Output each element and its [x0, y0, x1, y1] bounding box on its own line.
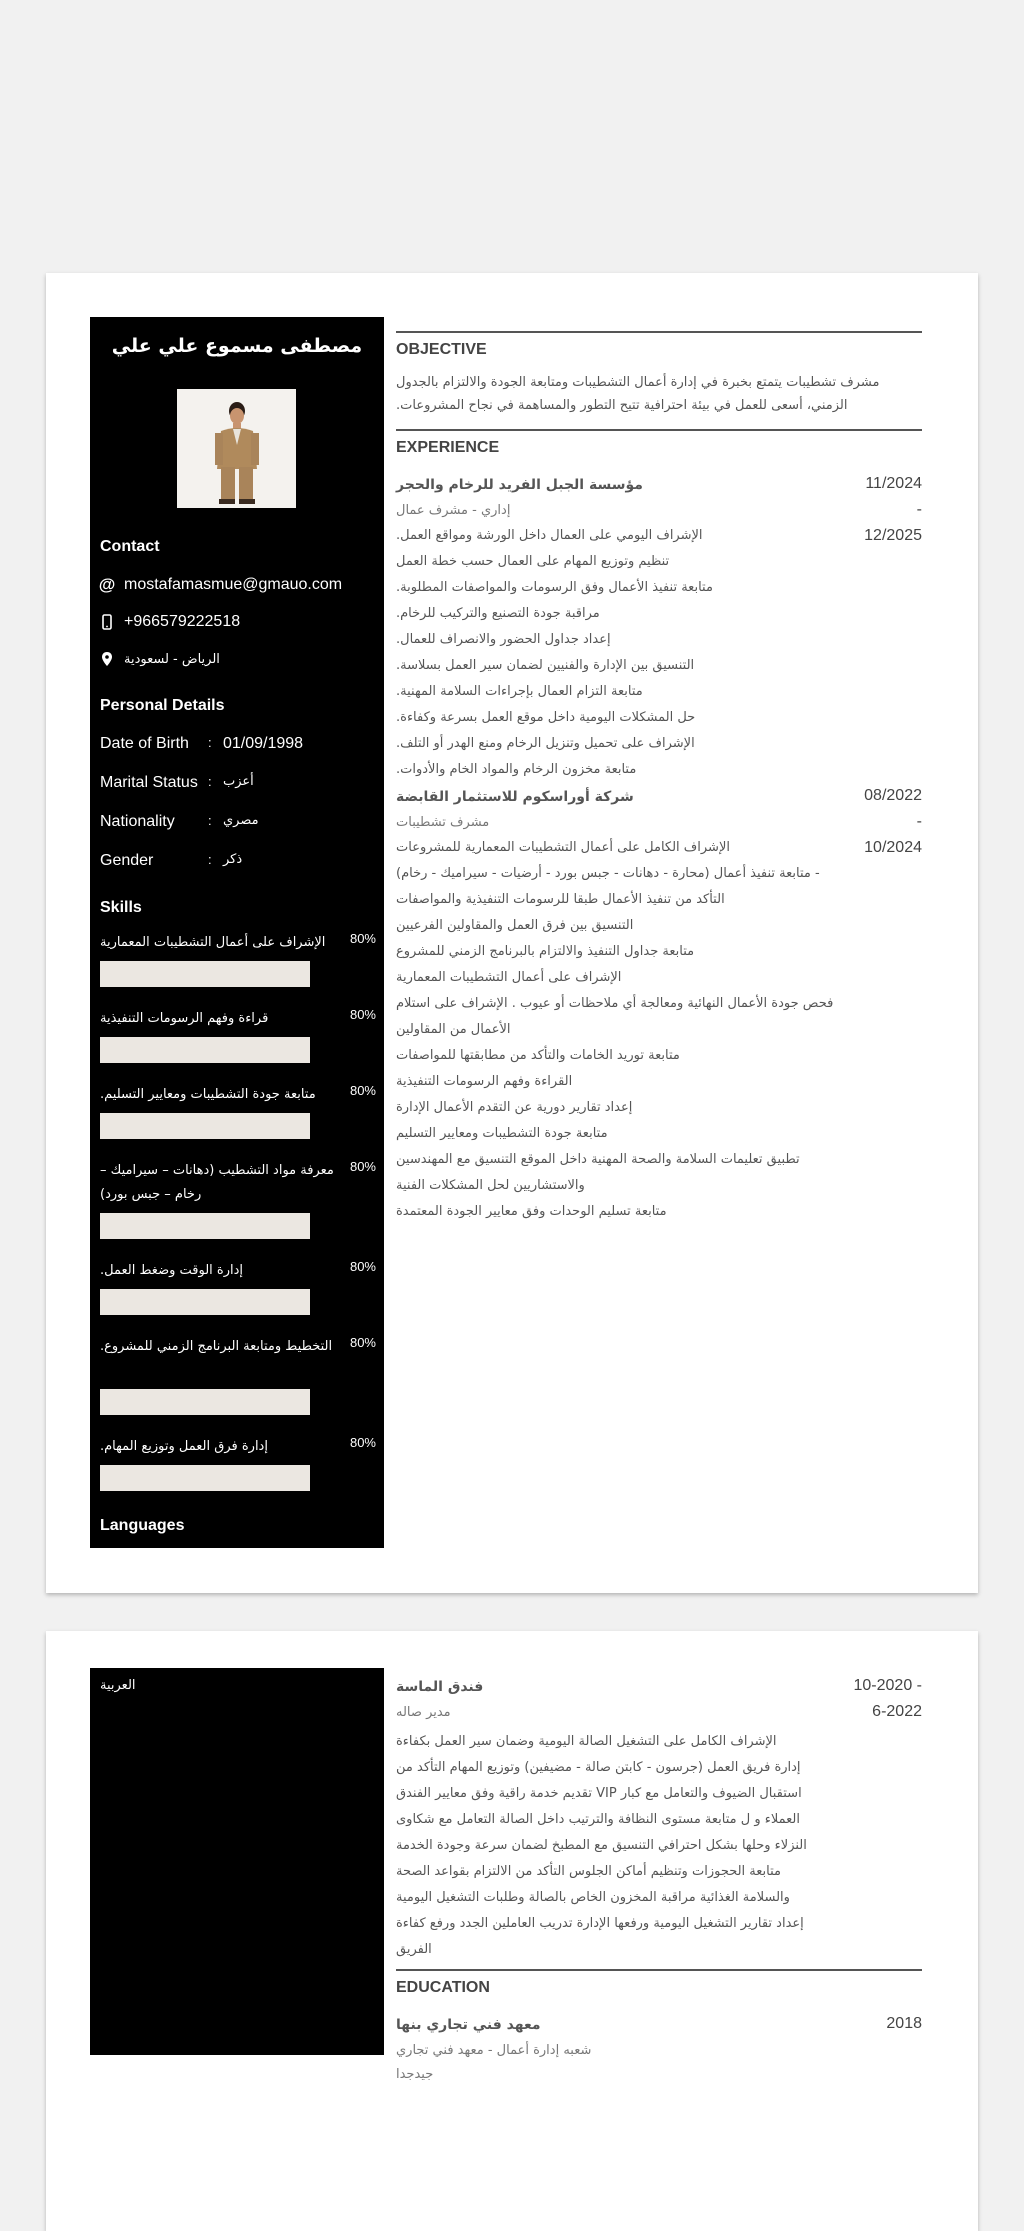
language-item: العربية	[100, 1678, 136, 1693]
marital-label: Marital Status	[100, 774, 198, 791]
duty-item: متابعة تسليم الوحدات وفق معايير الجودة المعتمدة	[396, 1204, 667, 1219]
job-date-start: 10-2020 -	[853, 1677, 922, 1694]
skill-bar	[100, 1113, 310, 1139]
duty-item: مراقبة جودة التصنيع والتركيب للرخام.	[396, 606, 600, 621]
contact-title: Contact	[100, 538, 160, 555]
colon: :	[208, 852, 212, 867]
person-photo-icon	[177, 389, 296, 508]
duty-item: النزلاء وحلها بشكل احترافي التنسيق مع المطبخ لضمان سرعة وجودة الخدمة	[396, 1838, 807, 1853]
skill-percent: 80%	[349, 1435, 376, 1450]
skill-percent: 80%	[349, 1159, 376, 1174]
skill-name: إدارة فرق العمل وتوزيع المهام.	[100, 1439, 268, 1454]
contact-location	[100, 651, 376, 667]
duty-item: حل المشكلات اليومية داخل موقع العمل بسرعة وكفاءة.	[396, 710, 696, 725]
job-company: مؤسسة الجبل الفريد للرخام والحجر	[396, 477, 643, 493]
duty-item: الإشراف اليومي على العمال داخل الورشة ومواقع العمل.	[396, 528, 703, 543]
duty-item: التأكد من تنفيذ الأعمال طبقا للرسومات التنفيذية والمواصفات	[396, 892, 725, 907]
location-pin-icon	[100, 651, 114, 667]
dob-value: 01/09/1998	[223, 735, 304, 752]
contact-phone[interactable]	[100, 613, 376, 631]
duty-item: تطبيق تعليمات السلامة والصحة المهنية داخل الموقع التنسيق مع المهندسين والاستشاريين لحل المشكلات الفنية	[396, 1152, 800, 1193]
skill-bar	[100, 1465, 310, 1491]
job-company: فندق الماسة	[396, 1679, 484, 1695]
duty-item: متابعة جداول التنفيذ والالتزام بالبرنامج الزمني للمشروع	[396, 944, 695, 959]
skill-percent: 80%	[349, 1007, 376, 1022]
skill-bar-fill	[100, 1037, 268, 1063]
nationality-label: Nationality	[100, 813, 175, 830]
duty-item: متابعة التزام العمال بإجراءات السلامة المهنية.	[396, 684, 643, 699]
education-year: 2018	[886, 2015, 922, 2032]
job-date-sep: -	[916, 813, 922, 830]
duty-item: استقبال الضيوف والتعامل مع كبار VIP تقديم خدمة راقية وفق معايير الفندق	[396, 1786, 802, 1801]
dob-label: Date of Birth	[100, 735, 189, 752]
skill-bar-fill	[100, 1289, 268, 1315]
skill-name: معرفة مواد التشطيب (دهانات – سيراميك – رخام – جبس بورد)	[100, 1163, 334, 1202]
job-date-sep: -	[916, 501, 922, 518]
skill-bar-fill	[100, 1213, 268, 1239]
job-duties	[396, 523, 846, 783]
skill-item	[100, 931, 376, 991]
skill-percent: 80%	[349, 1335, 376, 1350]
duty-item: التنسيق بين فرق العمل والمقاولين الفرعيين	[396, 918, 634, 933]
skill-bar	[100, 1389, 310, 1415]
personal-row-gender	[100, 852, 376, 876]
job-date-start: 11/2024	[865, 475, 922, 492]
gender-label: Gender	[100, 852, 154, 869]
duty-item: العملاء و ل متابعة مستوى النظافة والترتيب داخل الصالة التعامل مع شكاوى	[396, 1812, 800, 1827]
skill-item	[100, 1007, 376, 1067]
skill-percent: 80%	[349, 1259, 376, 1274]
gender-value: ذكر	[223, 852, 243, 867]
job-date-end: 10/2024	[864, 839, 922, 856]
duty-item: - متابعة تنفيذ أعمال (محارة - دهانات - جبس بورد - أرضيات - سيراميك - رخام)	[396, 866, 820, 881]
skill-bar-fill	[100, 1465, 268, 1491]
skill-item	[100, 1159, 376, 1245]
personal-row-dob	[100, 735, 376, 759]
skill-item	[100, 1083, 376, 1143]
skill-bar-fill	[100, 961, 268, 987]
resume-page-1	[46, 273, 978, 1593]
job-role: إداري - مشرف عمال	[396, 503, 511, 518]
location-text: الرياض - لسعودية	[124, 651, 220, 667]
duty-item: الإشراف الكامل على أعمال التشطيبات المعمارية للمشروعات	[396, 840, 730, 855]
duty-item: الإشراف على تحميل وتنزيل الرخام ومنع الهدر أو التلف.	[396, 736, 695, 751]
duty-item: تنظيم وتوزيع المهام على العمال حسب خطة العمل	[396, 554, 670, 569]
mobile-phone-icon	[100, 614, 114, 630]
education-title: EDUCATION	[396, 1969, 922, 1997]
sidebar	[90, 1668, 384, 2055]
education-grade: جيدجدا	[396, 2067, 434, 2082]
skill-item	[100, 1335, 376, 1421]
duty-item: القراءة وفهم الرسومات التنفيذية	[396, 1074, 573, 1089]
duty-item: متابعة توريد الخامات والتأكد من مطابقتها للمواصفات	[396, 1048, 680, 1063]
job-date-end: 12/2025	[864, 527, 922, 544]
duty-item: إعداد جداول الحضور والانصراف للعمال.	[396, 632, 611, 647]
phone-text: +966579222518	[124, 613, 241, 630]
main-column	[396, 331, 922, 1531]
personal-row-nationality	[100, 813, 376, 837]
duty-item: متابعة مخزون الرخام والمواد الخام والأدوات.	[396, 762, 637, 777]
skill-name: إدارة الوقت وضغط العمل.	[100, 1263, 244, 1278]
personal-details-title: Personal Details	[100, 697, 225, 714]
colon: :	[208, 774, 212, 789]
duty-item: إعداد تقارير دورية عن التقدم الأعمال الإدارة	[396, 1100, 633, 1115]
duty-item: الفريق	[396, 1942, 432, 1957]
contact-email[interactable]	[100, 575, 376, 595]
colon: :	[208, 813, 212, 828]
skill-bar	[100, 1213, 310, 1239]
skill-bar-fill	[100, 1389, 268, 1415]
duty-item: والسلامة الغذائية مراقبة المخزون الخاص بالصالة وطلبات التشغيل اليومية	[396, 1890, 790, 1905]
duty-item: إعداد تقارير التشغيل اليومية ورفعها الإدارة تدريب العاملين الجدد ورفع كفاءة	[396, 1916, 804, 1931]
colon: :	[208, 735, 212, 750]
skill-item	[100, 1259, 376, 1319]
skill-bar	[100, 961, 310, 987]
experience-title: EXPERIENCE	[396, 429, 922, 457]
duty-item: فحص جودة الأعمال النهائية ومعالجة أي ملاحظات أو عيوب . الإشراف على استلام الأعمال من المقاولين	[396, 996, 834, 1037]
skill-item	[100, 1435, 376, 1495]
skill-name: متابعة جودة التشطيبات ومعايير التسليم.	[100, 1087, 316, 1102]
skill-name: قراءة وفهم الرسومات التنفيذية	[100, 1011, 269, 1026]
languages-title: Languages	[100, 1517, 185, 1534]
nationality-value: مصري	[223, 813, 259, 828]
job-role: مدير صاله	[396, 1705, 451, 1720]
duty-item: متابعة جودة التشطيبات ومعايير التسليم	[396, 1126, 608, 1141]
personal-row-marital	[100, 774, 376, 798]
duty-item: إدارة فريق العمل (جرسون - كابتن صالة - مضيفين) وتوزيع المهام التأكد من	[396, 1760, 801, 1775]
duty-item: التنسيق بين الإدارة والفنيين لضمان سير العمل بسلاسة.	[396, 658, 695, 673]
skill-percent: 80%	[349, 1083, 376, 1098]
duty-item: متابعة تنفيذ الأعمال وفق الرسومات والمواصفات المطلوبة.	[396, 580, 713, 595]
job-date-end: 6-2022	[872, 1703, 922, 1720]
education-school: معهد فني تجاري بنها	[396, 2017, 541, 2033]
profile-photo	[177, 389, 296, 508]
person-name: مصطفى مسموع علي علي	[111, 335, 363, 357]
email-text: mostafamasmue@gmauo.com	[124, 576, 343, 593]
job-duties	[396, 835, 836, 1225]
skill-bar	[100, 1037, 310, 1063]
skill-name: التخطيط ومتابعة البرنامج الزمني للمشروع.	[100, 1339, 333, 1354]
objective-text: مشرف تشطيبات يتمتع بخبرة في إدارة أعمال التشطيبات ومتابعة الجودة والالتزام بالجدول الزمني، أسعى للعمل في بيئة احترافية تتيح التطور والمساهمة في نجاح المشروعات.	[396, 375, 880, 413]
skills-title: Skills	[100, 899, 142, 916]
resume-page-2	[46, 1631, 978, 2231]
job-duties	[396, 1729, 846, 1963]
education-program: شعبه إدارة أعمال - معهد فني تجاري	[396, 2043, 592, 2058]
objective-title: OBJECTIVE	[396, 331, 922, 359]
skill-name: الإشراف على أعمال التشطيبات المعمارية	[100, 935, 326, 950]
duty-item: متابعة الحجوزات وتنظيم أماكن الجلوس التأكد من الالتزام بقواعد الصحة	[396, 1864, 782, 1879]
skill-bar	[100, 1289, 310, 1315]
duty-item: الإشراف على أعمال التشطيبات المعمارية	[396, 970, 622, 985]
job-company: شركة أوراسكوم للاستثمار القابضة	[396, 789, 634, 805]
skill-bar-fill	[100, 1113, 268, 1139]
sidebar	[90, 317, 384, 1548]
main-column	[396, 1679, 922, 2199]
job-role: مشرف تشطيبات	[396, 815, 490, 830]
at-icon: @	[98, 575, 116, 594]
duty-item: الإشراف الكامل على التشغيل الصالة اليومية وضمان سير العمل بكفاءة	[396, 1734, 777, 1749]
skill-percent: 80%	[349, 931, 376, 946]
marital-value: أعزب	[223, 774, 254, 789]
job-date-start: 08/2022	[864, 787, 922, 804]
